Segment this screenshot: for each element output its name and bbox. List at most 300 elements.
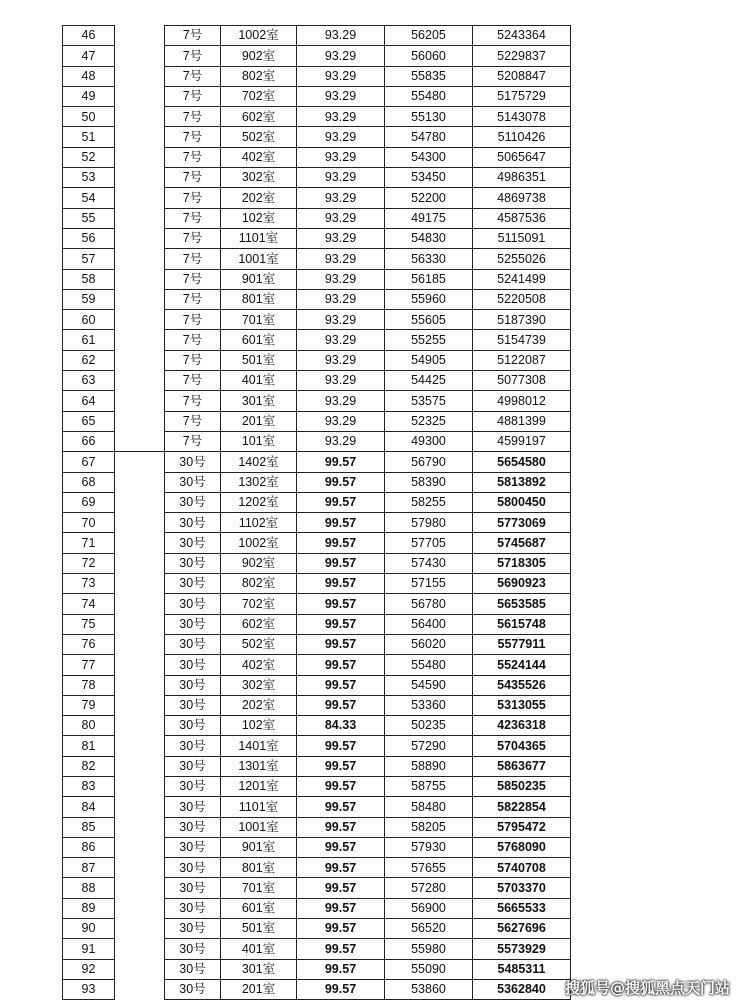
- building-cell: 30号: [165, 492, 221, 512]
- table-row: [165, 574, 571, 594]
- row-number-cell: 53: [63, 168, 115, 188]
- total-price-cell: 5704365: [473, 736, 571, 756]
- room-cell: 1002室: [221, 26, 297, 46]
- room-cell: 801室: [221, 289, 297, 309]
- row-number-cell: 92: [63, 959, 115, 979]
- area-cell: 99.57: [297, 858, 385, 878]
- row-number-cell: 68: [63, 472, 115, 492]
- room-cell: 902室: [221, 46, 297, 66]
- room-cell: 601室: [221, 330, 297, 350]
- row-number-cell: 60: [63, 310, 115, 330]
- row-number-cell: 71: [63, 533, 115, 553]
- total-price-cell: 5773069: [473, 513, 571, 533]
- unit-price-cell: 54300: [385, 147, 473, 167]
- row-number-row: [63, 350, 115, 370]
- building-cell: 30号: [165, 858, 221, 878]
- building-cell: 7号: [165, 168, 221, 188]
- table-row: [165, 594, 571, 614]
- row-number-row: [63, 898, 115, 918]
- total-price-cell: 5863677: [473, 756, 571, 776]
- row-number-cell: 87: [63, 858, 115, 878]
- total-price-cell: 5573929: [473, 939, 571, 959]
- table-row: [165, 310, 571, 330]
- total-price-cell: 5850235: [473, 776, 571, 796]
- room-cell: 201室: [221, 411, 297, 431]
- building-cell: 7号: [165, 208, 221, 228]
- row-number-cell: 84: [63, 797, 115, 817]
- building-cell: 7号: [165, 46, 221, 66]
- unit-price-cell: 56900: [385, 898, 473, 918]
- total-price-cell: 5813892: [473, 472, 571, 492]
- room-cell: 201室: [221, 979, 297, 999]
- area-cell: 99.57: [297, 919, 385, 939]
- room-cell: 801室: [221, 858, 297, 878]
- unit-price-cell: 57290: [385, 736, 473, 756]
- row-number-row: [63, 492, 115, 512]
- table-row: [165, 979, 571, 999]
- unit-price-cell: 50235: [385, 716, 473, 736]
- room-cell: 302室: [221, 675, 297, 695]
- building-cell: 7号: [165, 86, 221, 106]
- area-cell: 93.29: [297, 411, 385, 431]
- unit-price-cell: 57430: [385, 553, 473, 573]
- area-cell: 99.57: [297, 959, 385, 979]
- row-number-row: [63, 939, 115, 959]
- area-cell: 99.57: [297, 574, 385, 594]
- table-row: [165, 492, 571, 512]
- area-cell: 99.57: [297, 675, 385, 695]
- room-cell: 602室: [221, 614, 297, 634]
- area-cell: 93.29: [297, 208, 385, 228]
- row-number-cell: 50: [63, 107, 115, 127]
- area-cell: 99.57: [297, 939, 385, 959]
- building-cell: 7号: [165, 188, 221, 208]
- row-number-row: [63, 695, 115, 715]
- row-number-row: [63, 756, 115, 776]
- table-row: [165, 553, 571, 573]
- total-price-cell: 5795472: [473, 817, 571, 837]
- unit-price-cell: 55960: [385, 289, 473, 309]
- total-price-cell: 5208847: [473, 66, 571, 86]
- row-number-cell: 57: [63, 249, 115, 269]
- table-row: [165, 959, 571, 979]
- room-cell: 802室: [221, 574, 297, 594]
- room-cell: 1102室: [221, 513, 297, 533]
- unit-price-cell: 57705: [385, 533, 473, 553]
- total-price-cell: 5627696: [473, 919, 571, 939]
- area-cell: 99.57: [297, 594, 385, 614]
- unit-price-cell: 58890: [385, 756, 473, 776]
- building-cell: 30号: [165, 594, 221, 614]
- total-price-cell: 5362840: [473, 979, 571, 999]
- row-number-cell: 48: [63, 66, 115, 86]
- area-cell: 93.29: [297, 66, 385, 86]
- room-cell: 702室: [221, 594, 297, 614]
- total-price-cell: 5143078: [473, 107, 571, 127]
- row-number-cell: 81: [63, 736, 115, 756]
- table-row: [165, 736, 571, 756]
- unit-price-cell: 56520: [385, 919, 473, 939]
- unit-price-cell: 58205: [385, 817, 473, 837]
- row-number-row: [63, 736, 115, 756]
- row-number-cell: 79: [63, 695, 115, 715]
- table-row: [165, 431, 571, 451]
- building-cell: 30号: [165, 959, 221, 979]
- building-cell: 30号: [165, 878, 221, 898]
- row-number-row: [63, 66, 115, 86]
- unit-price-cell: 54905: [385, 350, 473, 370]
- unit-price-cell: 49300: [385, 431, 473, 451]
- table-row: [165, 837, 571, 857]
- row-number-cell: 89: [63, 898, 115, 918]
- row-number-column: [62, 25, 115, 1000]
- total-price-cell: 5665533: [473, 898, 571, 918]
- table-row: [165, 350, 571, 370]
- row-number-cell: 86: [63, 837, 115, 857]
- table-row: [165, 371, 571, 391]
- total-price-cell: 5800450: [473, 492, 571, 512]
- table-row: [165, 817, 571, 837]
- row-number-cell: 85: [63, 817, 115, 837]
- table-row: [165, 188, 571, 208]
- row-number-row: [63, 46, 115, 66]
- area-cell: 99.57: [297, 837, 385, 857]
- table-row: [165, 756, 571, 776]
- building-cell: 7号: [165, 147, 221, 167]
- row-number-cell: 51: [63, 127, 115, 147]
- table-row: [165, 249, 571, 269]
- building-cell: 30号: [165, 513, 221, 533]
- total-price-cell: 4869738: [473, 188, 571, 208]
- building-cell: 30号: [165, 837, 221, 857]
- room-cell: 1002室: [221, 533, 297, 553]
- table-row: [165, 655, 571, 675]
- building-cell: 7号: [165, 391, 221, 411]
- building-cell: 30号: [165, 533, 221, 553]
- building-cell: 7号: [165, 371, 221, 391]
- row-number-cell: 78: [63, 675, 115, 695]
- row-number-row: [63, 289, 115, 309]
- table-row: [165, 107, 571, 127]
- row-number-cell: 74: [63, 594, 115, 614]
- row-number-cell: 61: [63, 330, 115, 350]
- area-cell: 84.33: [297, 716, 385, 736]
- row-number-cell: 91: [63, 939, 115, 959]
- area-cell: 99.57: [297, 533, 385, 553]
- area-cell: 99.57: [297, 776, 385, 796]
- table-row: [165, 898, 571, 918]
- row-number-row: [63, 675, 115, 695]
- building-cell: 30号: [165, 939, 221, 959]
- room-cell: 1401室: [221, 736, 297, 756]
- total-price-cell: 5229837: [473, 46, 571, 66]
- building-cell: 30号: [165, 797, 221, 817]
- area-cell: 99.57: [297, 634, 385, 654]
- table-row: [165, 228, 571, 248]
- area-cell: 93.29: [297, 350, 385, 370]
- row-number-row: [63, 188, 115, 208]
- row-number-cell: 67: [63, 452, 115, 472]
- building-cell: 7号: [165, 431, 221, 451]
- row-number-row: [63, 574, 115, 594]
- building-cell: 30号: [165, 736, 221, 756]
- table-row: [165, 776, 571, 796]
- room-cell: 102室: [221, 208, 297, 228]
- unit-price-cell: 55480: [385, 655, 473, 675]
- building-cell: 30号: [165, 553, 221, 573]
- row-number-cell: 69: [63, 492, 115, 512]
- row-number-row: [63, 878, 115, 898]
- total-price-cell: 5187390: [473, 310, 571, 330]
- row-number-cell: 72: [63, 553, 115, 573]
- area-cell: 99.57: [297, 695, 385, 715]
- unit-price-cell: 57980: [385, 513, 473, 533]
- total-price-cell: 5615748: [473, 614, 571, 634]
- total-price-cell: 5122087: [473, 350, 571, 370]
- room-cell: 401室: [221, 939, 297, 959]
- area-cell: 93.29: [297, 310, 385, 330]
- unit-price-cell: 56400: [385, 614, 473, 634]
- building-cell: 7号: [165, 350, 221, 370]
- total-price-cell: 5485311: [473, 959, 571, 979]
- row-number-cell: 88: [63, 878, 115, 898]
- building-cell: 30号: [165, 979, 221, 999]
- row-number-cell: 55: [63, 208, 115, 228]
- building-cell: 30号: [165, 472, 221, 492]
- row-number-row: [63, 959, 115, 979]
- row-number-cell: 70: [63, 513, 115, 533]
- row-number-row: [63, 310, 115, 330]
- row-number-cell: 62: [63, 350, 115, 370]
- row-number-row: [63, 837, 115, 857]
- room-cell: 701室: [221, 310, 297, 330]
- row-number-row: [63, 655, 115, 675]
- unit-price-cell: 53575: [385, 391, 473, 411]
- building-cell: 30号: [165, 452, 221, 472]
- unit-price-cell: 58390: [385, 472, 473, 492]
- area-cell: 99.57: [297, 797, 385, 817]
- total-price-cell: 5255026: [473, 249, 571, 269]
- total-price-cell: 5110426: [473, 127, 571, 147]
- table-row: [165, 147, 571, 167]
- area-cell: 99.57: [297, 898, 385, 918]
- area-cell: 93.29: [297, 107, 385, 127]
- area-cell: 93.29: [297, 249, 385, 269]
- total-price-cell: 4998012: [473, 391, 571, 411]
- row-number-row: [63, 127, 115, 147]
- building-cell: 30号: [165, 695, 221, 715]
- room-cell: 802室: [221, 66, 297, 86]
- unit-price-cell: 55835: [385, 66, 473, 86]
- row-number-row: [63, 919, 115, 939]
- unit-price-cell: 56060: [385, 46, 473, 66]
- row-number-row: [63, 817, 115, 837]
- row-number-row: [63, 391, 115, 411]
- building-cell: 7号: [165, 26, 221, 46]
- building-cell: 30号: [165, 756, 221, 776]
- building-cell: 30号: [165, 716, 221, 736]
- room-cell: 502室: [221, 127, 297, 147]
- room-cell: 402室: [221, 147, 297, 167]
- unit-price-cell: 57930: [385, 837, 473, 857]
- total-price-cell: 5718305: [473, 553, 571, 573]
- total-price-cell: 5154739: [473, 330, 571, 350]
- total-price-cell: 5768090: [473, 837, 571, 857]
- area-cell: 99.57: [297, 979, 385, 999]
- table-row: [165, 289, 571, 309]
- room-cell: 1001室: [221, 817, 297, 837]
- area-cell: 93.29: [297, 431, 385, 451]
- row-number-row: [63, 26, 115, 46]
- room-cell: 1302室: [221, 472, 297, 492]
- unit-price-cell: 52200: [385, 188, 473, 208]
- building-cell: 30号: [165, 817, 221, 837]
- building-cell: 7号: [165, 411, 221, 431]
- unit-price-cell: 56020: [385, 634, 473, 654]
- table-row: [165, 858, 571, 878]
- room-cell: 202室: [221, 188, 297, 208]
- unit-price-cell: 56185: [385, 269, 473, 289]
- room-cell: 1202室: [221, 492, 297, 512]
- row-number-row: [63, 594, 115, 614]
- area-cell: 99.57: [297, 736, 385, 756]
- area-cell: 93.29: [297, 330, 385, 350]
- room-cell: 902室: [221, 553, 297, 573]
- row-number-row: [63, 208, 115, 228]
- area-cell: 93.29: [297, 147, 385, 167]
- row-number-row: [63, 371, 115, 391]
- unit-price-cell: 55130: [385, 107, 473, 127]
- unit-price-cell: 52325: [385, 411, 473, 431]
- area-cell: 93.29: [297, 269, 385, 289]
- total-price-cell: 5690923: [473, 574, 571, 594]
- table-row: [165, 533, 571, 553]
- unit-price-cell: 56780: [385, 594, 473, 614]
- table-row: [165, 330, 571, 350]
- building-cell: 7号: [165, 127, 221, 147]
- unit-price-cell: 53860: [385, 979, 473, 999]
- total-price-cell: 5740708: [473, 858, 571, 878]
- area-cell: 93.29: [297, 86, 385, 106]
- area-cell: 93.29: [297, 46, 385, 66]
- area-cell: 93.29: [297, 168, 385, 188]
- table-row: [165, 513, 571, 533]
- table-row: [165, 391, 571, 411]
- table-row: [165, 46, 571, 66]
- room-cell: 101室: [221, 431, 297, 451]
- row-number-row: [63, 269, 115, 289]
- building-cell: 30号: [165, 675, 221, 695]
- row-number-row: [63, 513, 115, 533]
- unit-price-cell: 54425: [385, 371, 473, 391]
- area-cell: 93.29: [297, 188, 385, 208]
- unit-price-cell: 57280: [385, 878, 473, 898]
- building-cell: 7号: [165, 289, 221, 309]
- room-cell: 901室: [221, 837, 297, 857]
- area-cell: 99.57: [297, 553, 385, 573]
- building-cell: 7号: [165, 330, 221, 350]
- row-number-row: [63, 168, 115, 188]
- table-row: [165, 26, 571, 46]
- table-row: [165, 127, 571, 147]
- row-number-row: [63, 472, 115, 492]
- total-price-cell: 5175729: [473, 86, 571, 106]
- unit-price-cell: 55255: [385, 330, 473, 350]
- building-cell: 7号: [165, 107, 221, 127]
- room-cell: 1201室: [221, 776, 297, 796]
- table-row: [165, 716, 571, 736]
- area-cell: 93.29: [297, 289, 385, 309]
- area-cell: 93.29: [297, 127, 385, 147]
- room-cell: 1101室: [221, 797, 297, 817]
- area-cell: 99.57: [297, 492, 385, 512]
- row-number-cell: 54: [63, 188, 115, 208]
- row-number-row: [63, 107, 115, 127]
- total-price-cell: 4587536: [473, 208, 571, 228]
- building-cell: 30号: [165, 614, 221, 634]
- room-cell: 1402室: [221, 452, 297, 472]
- unit-price-cell: 53360: [385, 695, 473, 715]
- total-price-cell: 4881399: [473, 411, 571, 431]
- row-number-cell: 64: [63, 391, 115, 411]
- row-number-row: [63, 776, 115, 796]
- row-number-row: [63, 614, 115, 634]
- room-cell: 602室: [221, 107, 297, 127]
- building-cell: 7号: [165, 269, 221, 289]
- area-cell: 99.57: [297, 472, 385, 492]
- total-price-cell: 5745687: [473, 533, 571, 553]
- room-cell: 501室: [221, 350, 297, 370]
- row-number-cell: 59: [63, 289, 115, 309]
- table-row: [165, 472, 571, 492]
- unit-price-cell: 56205: [385, 26, 473, 46]
- row-number-row: [63, 979, 115, 999]
- unit-price-cell: 58755: [385, 776, 473, 796]
- unit-price-cell: 55480: [385, 86, 473, 106]
- table-row: [165, 208, 571, 228]
- unit-price-cell: 54780: [385, 127, 473, 147]
- total-price-cell: 5243364: [473, 26, 571, 46]
- area-cell: 93.29: [297, 228, 385, 248]
- row-number-cell: 65: [63, 411, 115, 431]
- row-number-row: [63, 147, 115, 167]
- unit-price-cell: 58255: [385, 492, 473, 512]
- unit-price-cell: 57155: [385, 574, 473, 594]
- room-cell: 601室: [221, 898, 297, 918]
- unit-price-cell: 55090: [385, 959, 473, 979]
- area-cell: 99.57: [297, 655, 385, 675]
- row-number-row: [63, 797, 115, 817]
- total-price-cell: 5654580: [473, 452, 571, 472]
- total-price-cell: 5220508: [473, 289, 571, 309]
- row-number-cell: 47: [63, 46, 115, 66]
- area-cell: 99.57: [297, 756, 385, 776]
- area-cell: 93.29: [297, 391, 385, 411]
- row-number-row: [63, 716, 115, 736]
- total-price-cell: 5065647: [473, 147, 571, 167]
- table-row: [165, 168, 571, 188]
- row-number-row: [63, 858, 115, 878]
- room-cell: 901室: [221, 269, 297, 289]
- building-cell: 30号: [165, 898, 221, 918]
- total-price-cell: 5577911: [473, 634, 571, 654]
- unit-price-cell: 57655: [385, 858, 473, 878]
- row-number-cell: 56: [63, 228, 115, 248]
- row-number-row: [63, 228, 115, 248]
- room-cell: 402室: [221, 655, 297, 675]
- total-price-cell: 4986351: [473, 168, 571, 188]
- row-number-cell: 80: [63, 716, 115, 736]
